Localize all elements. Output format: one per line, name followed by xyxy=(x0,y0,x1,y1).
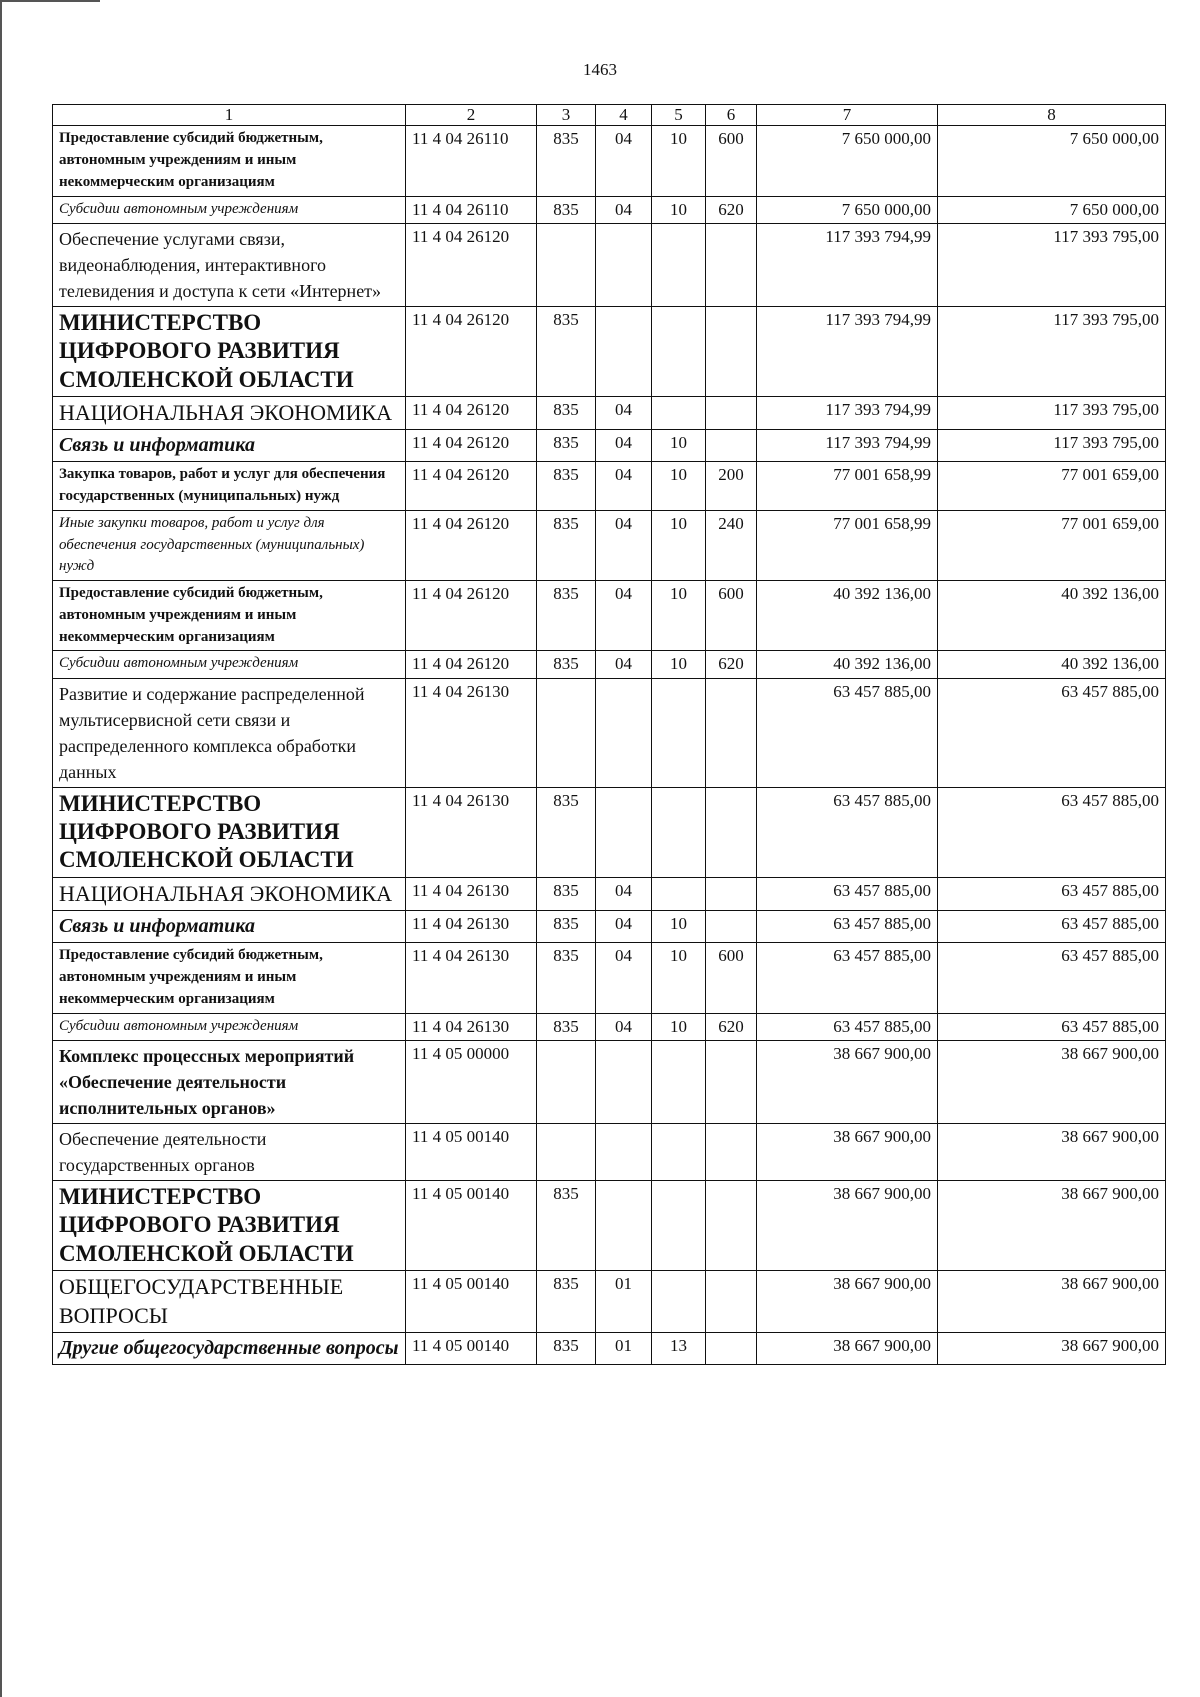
subsection-code xyxy=(652,307,706,397)
expense-type-code: 600 xyxy=(706,943,757,1013)
amount-year-2: 77 001 659,00 xyxy=(938,462,1166,511)
ministry-code: 835 xyxy=(537,430,596,462)
ministry-code: 835 xyxy=(537,510,596,580)
expense-type-code xyxy=(706,877,757,911)
subsection-code xyxy=(652,877,706,911)
table-row xyxy=(53,430,1166,462)
section-code: 04 xyxy=(596,510,652,580)
table-row xyxy=(53,943,1166,1013)
table-body xyxy=(53,126,1166,1365)
row-name: НАЦИОНАЛЬНАЯ ЭКОНОМИКА xyxy=(53,396,406,430)
target-code: 11 4 04 26110 xyxy=(406,126,537,196)
amount-year-1: 38 667 900,00 xyxy=(757,1181,938,1271)
expense-type-code xyxy=(706,430,757,462)
target-code: 11 4 04 26120 xyxy=(406,581,537,651)
expense-type-code xyxy=(706,1333,757,1365)
ministry-code: 835 xyxy=(537,581,596,651)
amount-year-1: 77 001 658,99 xyxy=(757,462,938,511)
amount-year-1: 117 393 794,99 xyxy=(757,223,938,306)
amount-year-2: 38 667 900,00 xyxy=(938,1181,1166,1271)
section-code: 01 xyxy=(596,1271,652,1333)
column-header: 7 xyxy=(757,105,938,126)
expense-type-code: 600 xyxy=(706,126,757,196)
amount-year-2: 38 667 900,00 xyxy=(938,1123,1166,1180)
subsection-code: 10 xyxy=(652,196,706,223)
target-code: 11 4 04 26130 xyxy=(406,911,537,943)
row-name: Иные закупки товаров, работ и услуг для обеспечения государственных (муниципальных) нужд xyxy=(53,510,406,580)
amount-year-1: 63 457 885,00 xyxy=(757,678,938,787)
amount-year-1: 38 667 900,00 xyxy=(757,1271,938,1333)
ministry-code: 835 xyxy=(537,126,596,196)
table-row xyxy=(53,1271,1166,1333)
row-name: Связь и информатика xyxy=(53,430,406,462)
target-code: 11 4 04 26130 xyxy=(406,877,537,911)
row-name: Связь и информатика xyxy=(53,911,406,943)
section-code xyxy=(596,787,652,877)
ministry-code: 835 xyxy=(537,1013,596,1040)
target-code: 11 4 04 26120 xyxy=(406,510,537,580)
table-row xyxy=(53,126,1166,196)
row-name: Предоставление субсидий бюджетным, автономным учреждениям и иным некоммерческим организациям xyxy=(53,126,406,196)
subsection-code: 10 xyxy=(652,943,706,1013)
amount-year-2: 7 650 000,00 xyxy=(938,126,1166,196)
table-row xyxy=(53,651,1166,678)
target-code: 11 4 05 00000 xyxy=(406,1040,537,1123)
amount-year-1: 40 392 136,00 xyxy=(757,651,938,678)
amount-year-1: 63 457 885,00 xyxy=(757,787,938,877)
row-name: Развитие и содержание распределенной мультисервисной сети связи и распределенного комплекса обработки данных xyxy=(53,678,406,787)
table-row xyxy=(53,1181,1166,1271)
amount-year-1: 38 667 900,00 xyxy=(757,1333,938,1365)
amount-year-1: 40 392 136,00 xyxy=(757,581,938,651)
expense-type-code: 600 xyxy=(706,581,757,651)
section-code: 04 xyxy=(596,943,652,1013)
target-code: 11 4 04 26130 xyxy=(406,678,537,787)
target-code: 11 4 05 00140 xyxy=(406,1123,537,1180)
subsection-code: 10 xyxy=(652,126,706,196)
ministry-code: 835 xyxy=(537,943,596,1013)
section-code: 04 xyxy=(596,911,652,943)
subsection-code: 10 xyxy=(652,462,706,511)
expense-type-code: 620 xyxy=(706,196,757,223)
expense-type-code xyxy=(706,911,757,943)
section-code: 04 xyxy=(596,581,652,651)
target-code: 11 4 04 26110 xyxy=(406,196,537,223)
subsection-code: 10 xyxy=(652,911,706,943)
amount-year-2: 117 393 795,00 xyxy=(938,396,1166,430)
table-row xyxy=(53,223,1166,306)
expense-type-code xyxy=(706,223,757,306)
subsection-code: 10 xyxy=(652,430,706,462)
column-header: 5 xyxy=(652,105,706,126)
section-code: 04 xyxy=(596,126,652,196)
section-code xyxy=(596,1123,652,1180)
table-row xyxy=(53,1040,1166,1123)
page-number: 1463 xyxy=(583,60,617,79)
expense-type-code xyxy=(706,1123,757,1180)
expense-type-code: 240 xyxy=(706,510,757,580)
amount-year-1: 7 650 000,00 xyxy=(757,196,938,223)
amount-year-2: 63 457 885,00 xyxy=(938,1013,1166,1040)
subsection-code: 13 xyxy=(652,1333,706,1365)
row-name: Предоставление субсидий бюджетным, автономным учреждениям и иным некоммерческим организациям xyxy=(53,943,406,1013)
section-code: 04 xyxy=(596,651,652,678)
scan-edge-top xyxy=(0,0,100,2)
amount-year-2: 117 393 795,00 xyxy=(938,307,1166,397)
ministry-code: 835 xyxy=(537,651,596,678)
expense-type-code: 200 xyxy=(706,462,757,511)
column-header: 6 xyxy=(706,105,757,126)
section-code: 04 xyxy=(596,1013,652,1040)
section-code xyxy=(596,223,652,306)
amount-year-2: 63 457 885,00 xyxy=(938,787,1166,877)
target-code: 11 4 05 00140 xyxy=(406,1181,537,1271)
expense-type-code xyxy=(706,678,757,787)
section-code: 04 xyxy=(596,396,652,430)
amount-year-1: 63 457 885,00 xyxy=(757,911,938,943)
section-code: 01 xyxy=(596,1333,652,1365)
ministry-code: 835 xyxy=(537,1181,596,1271)
target-code: 11 4 04 26120 xyxy=(406,396,537,430)
subsection-code: 10 xyxy=(652,651,706,678)
section-code: 04 xyxy=(596,462,652,511)
subsection-code xyxy=(652,1123,706,1180)
row-name: Субсидии автономным учреждениям xyxy=(53,651,406,678)
section-code xyxy=(596,678,652,787)
amount-year-2: 117 393 795,00 xyxy=(938,223,1166,306)
target-code: 11 4 04 26120 xyxy=(406,223,537,306)
ministry-code: 835 xyxy=(537,1333,596,1365)
subsection-code xyxy=(652,678,706,787)
subsection-code xyxy=(652,1271,706,1333)
target-code: 11 4 04 26120 xyxy=(406,430,537,462)
amount-year-2: 63 457 885,00 xyxy=(938,678,1166,787)
section-code xyxy=(596,307,652,397)
amount-year-1: 63 457 885,00 xyxy=(757,1013,938,1040)
column-header: 8 xyxy=(938,105,1166,126)
target-code: 11 4 04 26130 xyxy=(406,943,537,1013)
row-name: Обеспечение услугами связи, видеонаблюдения, интерактивного телевидения и доступа к сети «Интернет» xyxy=(53,223,406,306)
table-row xyxy=(53,678,1166,787)
amount-year-1: 117 393 794,99 xyxy=(757,396,938,430)
amount-year-2: 63 457 885,00 xyxy=(938,877,1166,911)
amount-year-2: 38 667 900,00 xyxy=(938,1271,1166,1333)
row-name: Субсидии автономным учреждениям xyxy=(53,1013,406,1040)
amount-year-2: 77 001 659,00 xyxy=(938,510,1166,580)
table-row xyxy=(53,307,1166,397)
subsection-code xyxy=(652,223,706,306)
ministry-code: 835 xyxy=(537,396,596,430)
subsection-code xyxy=(652,787,706,877)
table-row xyxy=(53,581,1166,651)
row-name: Предоставление субсидий бюджетным, автономным учреждениям и иным некоммерческим организациям xyxy=(53,581,406,651)
column-header: 2 xyxy=(406,105,537,126)
row-name: Закупка товаров, работ и услуг для обеспечения государственных (муниципальных) нужд xyxy=(53,462,406,511)
row-name: МИНИСТЕРСТВО ЦИФРОВОГО РАЗВИТИЯ СМОЛЕНСКОЙ ОБЛАСТИ xyxy=(53,307,406,397)
amount-year-1: 117 393 794,99 xyxy=(757,307,938,397)
subsection-code: 10 xyxy=(652,510,706,580)
expense-type-code xyxy=(706,1271,757,1333)
row-name: МИНИСТЕРСТВО ЦИФРОВОГО РАЗВИТИЯ СМОЛЕНСКОЙ ОБЛАСТИ xyxy=(53,1181,406,1271)
ministry-code: 835 xyxy=(537,462,596,511)
table-row xyxy=(53,196,1166,223)
subsection-code xyxy=(652,1181,706,1271)
amount-year-2: 63 457 885,00 xyxy=(938,911,1166,943)
header-row xyxy=(53,105,1166,126)
expense-type-code: 620 xyxy=(706,651,757,678)
table-row xyxy=(53,1123,1166,1180)
amount-year-1: 7 650 000,00 xyxy=(757,126,938,196)
target-code: 11 4 05 00140 xyxy=(406,1271,537,1333)
ministry-code xyxy=(537,1123,596,1180)
amount-year-1: 117 393 794,99 xyxy=(757,430,938,462)
section-code: 04 xyxy=(596,877,652,911)
amount-year-2: 117 393 795,00 xyxy=(938,430,1166,462)
budget-table xyxy=(52,104,1166,1365)
amount-year-1: 38 667 900,00 xyxy=(757,1040,938,1123)
table-row xyxy=(53,787,1166,877)
subsection-code xyxy=(652,1040,706,1123)
expense-type-code xyxy=(706,1040,757,1123)
column-header: 3 xyxy=(537,105,596,126)
table-row xyxy=(53,396,1166,430)
expense-type-code xyxy=(706,787,757,877)
row-name: НАЦИОНАЛЬНАЯ ЭКОНОМИКА xyxy=(53,877,406,911)
ministry-code: 835 xyxy=(537,877,596,911)
subsection-code: 10 xyxy=(652,581,706,651)
scan-edge-left xyxy=(0,0,2,1697)
expense-type-code: 620 xyxy=(706,1013,757,1040)
target-code: 11 4 04 26120 xyxy=(406,651,537,678)
ministry-code: 835 xyxy=(537,307,596,397)
table-row xyxy=(53,1333,1166,1365)
ministry-code xyxy=(537,678,596,787)
row-name: Другие общегосударственные вопросы xyxy=(53,1333,406,1365)
ministry-code xyxy=(537,1040,596,1123)
target-code: 11 4 04 26120 xyxy=(406,462,537,511)
section-code: 04 xyxy=(596,430,652,462)
amount-year-1: 38 667 900,00 xyxy=(757,1123,938,1180)
amount-year-1: 77 001 658,99 xyxy=(757,510,938,580)
column-header: 1 xyxy=(53,105,406,126)
amount-year-2: 7 650 000,00 xyxy=(938,196,1166,223)
ministry-code xyxy=(537,223,596,306)
target-code: 11 4 04 26130 xyxy=(406,1013,537,1040)
column-header: 4 xyxy=(596,105,652,126)
row-name: ОБЩЕГОСУДАРСТВЕННЫЕ ВОПРОСЫ xyxy=(53,1271,406,1333)
table-row xyxy=(53,877,1166,911)
table-row xyxy=(53,462,1166,511)
amount-year-2: 38 667 900,00 xyxy=(938,1040,1166,1123)
target-code: 11 4 05 00140 xyxy=(406,1333,537,1365)
ministry-code: 835 xyxy=(537,911,596,943)
amount-year-2: 40 392 136,00 xyxy=(938,581,1166,651)
table-row xyxy=(53,911,1166,943)
ministry-code: 835 xyxy=(537,1271,596,1333)
ministry-code: 835 xyxy=(537,787,596,877)
expense-type-code xyxy=(706,1181,757,1271)
row-name: Субсидии автономным учреждениям xyxy=(53,196,406,223)
ministry-code: 835 xyxy=(537,196,596,223)
table-row xyxy=(53,510,1166,580)
expense-type-code xyxy=(706,307,757,397)
amount-year-1: 63 457 885,00 xyxy=(757,877,938,911)
expense-type-code xyxy=(706,396,757,430)
row-name: МИНИСТЕРСТВО ЦИФРОВОГО РАЗВИТИЯ СМОЛЕНСКОЙ ОБЛАСТИ xyxy=(53,787,406,877)
section-code: 04 xyxy=(596,196,652,223)
amount-year-1: 63 457 885,00 xyxy=(757,943,938,1013)
amount-year-2: 63 457 885,00 xyxy=(938,943,1166,1013)
amount-year-2: 40 392 136,00 xyxy=(938,651,1166,678)
target-code: 11 4 04 26120 xyxy=(406,307,537,397)
row-name: Комплекс процессных мероприятий «Обеспечение деятельности исполнительных органов» xyxy=(53,1040,406,1123)
table-row xyxy=(53,1013,1166,1040)
subsection-code: 10 xyxy=(652,1013,706,1040)
section-code xyxy=(596,1040,652,1123)
amount-year-2: 38 667 900,00 xyxy=(938,1333,1166,1365)
row-name: Обеспечение деятельности государственных органов xyxy=(53,1123,406,1180)
section-code xyxy=(596,1181,652,1271)
target-code: 11 4 04 26130 xyxy=(406,787,537,877)
subsection-code xyxy=(652,396,706,430)
